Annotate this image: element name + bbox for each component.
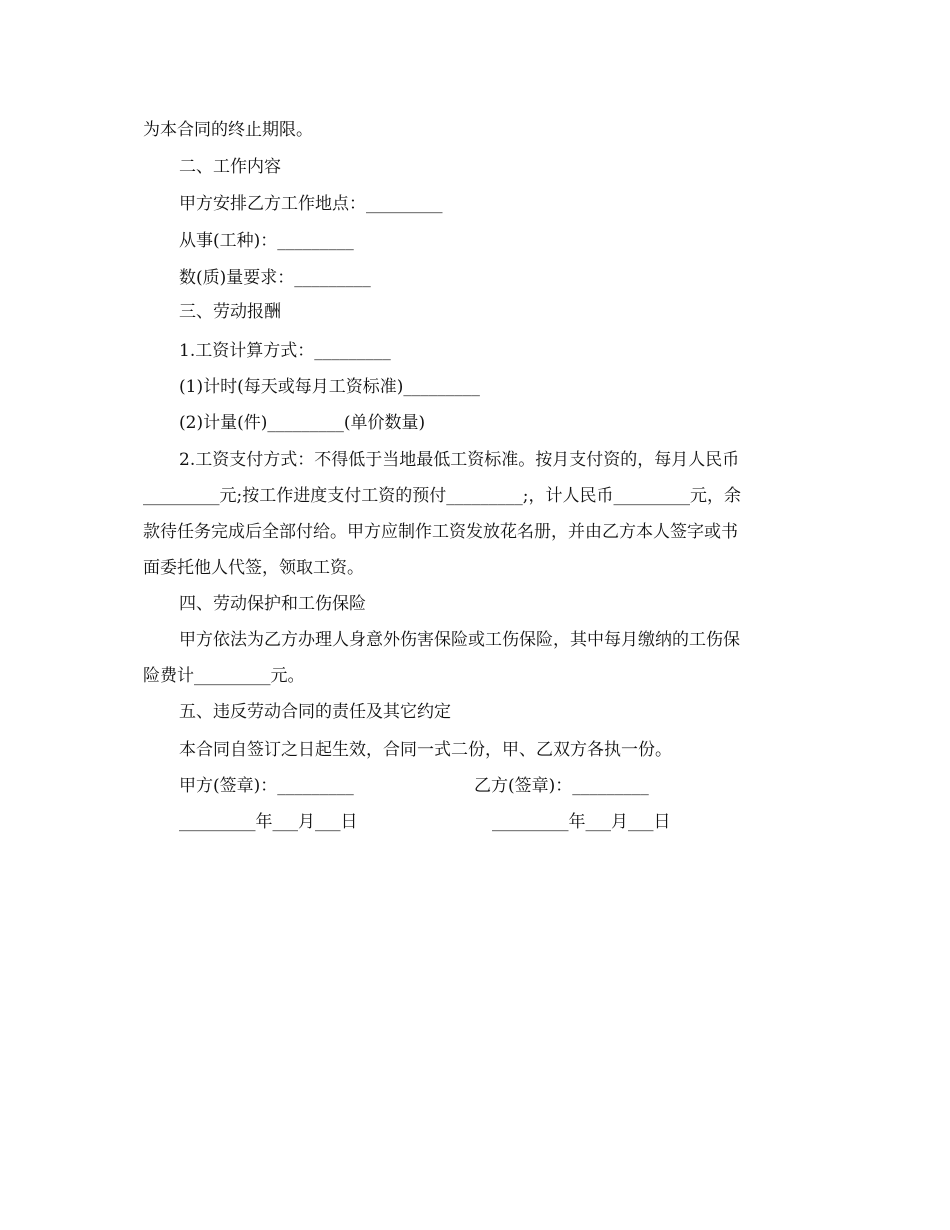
field-wage-calculation: 1.工资计算方式：_________	[179, 341, 391, 361]
paragraph-wage-payment-line-4: 面委托他人代签，领取工资。	[143, 558, 364, 578]
paragraph-wage-payment-line-1: 2.工资支付方式：不得低于当地最低工资标准。按月支付资的，每月人民币	[179, 450, 740, 470]
signature-party-b: 乙方(签章)：_________	[474, 776, 649, 796]
field-piece-based-wage: (2)计量(件)_________(单价数量)	[179, 413, 426, 433]
paragraph-wage-payment-line-2: _________元;按工作进度支付工资的预付_________;，计人民币_________元，余	[143, 486, 741, 506]
date-party-b: _________年___月___日	[492, 812, 671, 832]
signature-party-a: 甲方(签章)：_________	[179, 776, 354, 796]
section-heading-remuneration: 三、劳动报酬	[179, 302, 281, 322]
section-heading-breach-liability: 五、违反劳动合同的责任及其它约定	[179, 702, 451, 722]
section-heading-work-content: 二、工作内容	[179, 157, 281, 177]
field-work-location: 甲方安排乙方工作地点：_________	[179, 194, 443, 214]
paragraph-termination-tail: 为本合同的终止期限。	[143, 120, 313, 140]
date-party-a: _________年___月___日	[179, 812, 358, 832]
field-quantity-quality: 数(质)量要求：_________	[179, 268, 371, 288]
paragraph-insurance-line-2: 险费计_________元。	[143, 666, 305, 686]
paragraph-effective-clause: 本合同自签订之日起生效，合同一式二份，甲、乙双方各执一份。	[179, 740, 672, 760]
section-heading-labor-protection: 四、劳动保护和工伤保险	[179, 594, 366, 614]
paragraph-wage-payment-line-3: 款待任务完成后全部付给。甲方应制作工资发放花名册，并由乙方本人签字或书	[143, 522, 738, 542]
paragraph-insurance-line-1: 甲方依法为乙方办理人身意外伤害保险或工伤保险，其中每月缴纳的工伤保	[179, 630, 740, 650]
field-time-based-wage: (1)计时(每天或每月工资标准)_________	[179, 377, 480, 397]
field-job-type: 从事(工种)：_________	[179, 231, 354, 251]
